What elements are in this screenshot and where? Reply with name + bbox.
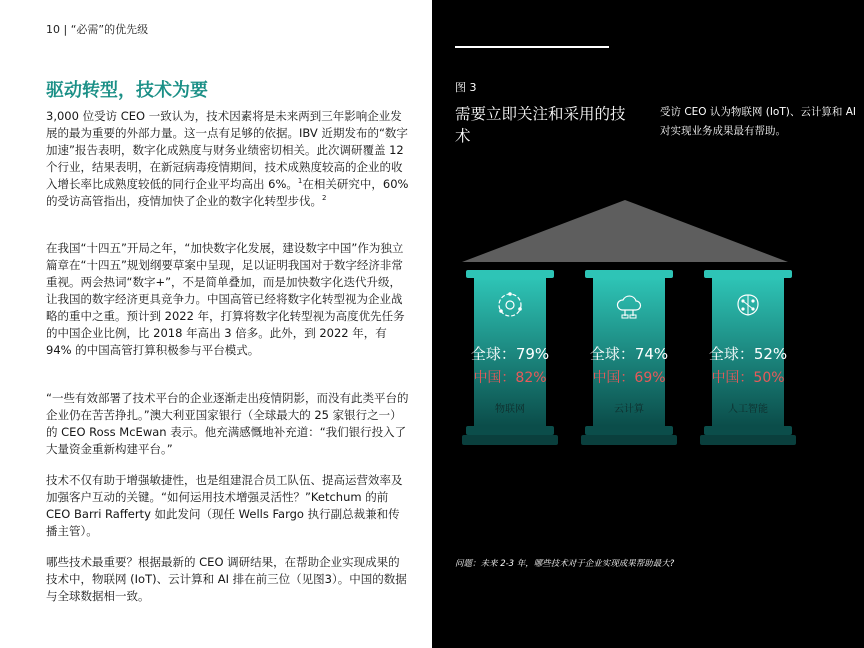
iot-icon [495, 290, 525, 320]
paragraph-3: “一些有效部署了技术平台的企业逐渐走出疫情阴影，而没有此类平台的企业仍在苦苦挣扎。”澳大利亚国家银行（全球最大的 25 家银行之一）的 CEO Ross McEwan 表示。他充满感慨地补充道：“我们银行投入了大量资金重新构建平台。” [46, 391, 409, 456]
iot-label: 物联网 [495, 404, 525, 415]
iot-china-stat: 中国：82% [473, 370, 547, 386]
figure-title: 需要立即关注和采用的技术 [455, 105, 626, 145]
paragraph-4: 技术不仅有助于增强敏捷性，也是组建混合员工队伍、提高运营效率及加强客户互动的关键。“如何运用技术增强灵活性？”Ketchum 的前 CEO Barri Rafferty 如此发问（现任 Wells Fargo 执行副总裁兼和传播主管）。 [46, 473, 403, 538]
paragraph-1-text: 3,000 位受访 CEO 一致认为，技术因素将是未来两到三年影响企业发展的最为重要的外部力量。这一点有足够的依据。IBV 近期发布的“数字加速”报告表明，数字化成熟度与财务业绩密切相关。此次调研覆盖 12 个行业，结果表明，在新冠病毒疫情期间，技术成熟度较高的企业的收入增长率比成熟度较低的同行企业平均高出 6%。 [46, 109, 408, 191]
cloud-china-stat: 中国：69% [592, 370, 666, 386]
ai-global-stat: 全球：52% [708, 345, 788, 363]
paragraph-1 [46, 108, 410, 210]
cloud-global-stat: 全球：74% [589, 345, 669, 363]
figure-label: 图 3 [455, 81, 477, 94]
page-header: 10 | “必需”的优先级 [46, 23, 149, 36]
cloud-label: 云计算 [614, 404, 644, 415]
roof [462, 200, 788, 262]
cloud-icon [614, 290, 644, 320]
iot-global-stat: 全球：79% [470, 345, 550, 363]
footnote-2-marker[interactable]: 2 [322, 194, 327, 203]
ai-label: 人工智能 [728, 404, 768, 415]
footnote-1-marker[interactable]: 1 [297, 177, 303, 186]
article-headline: 驱动转型，技术为要 [46, 80, 208, 101]
paragraph-5: 哪些技术最重要？根据最新的 CEO 调研结果，在帮助企业实现成果的技术中，物联网 (IoT)、云计算和 AI 排在前三位（见图3）。中国的数据与全球数据相一致。 [46, 555, 407, 603]
ai-brain-icon [733, 290, 763, 320]
figure-description: 受访 CEO 认为物联网 (IoT)、云计算和 AI 对实现业务成果最有帮助。 [660, 106, 856, 137]
paragraph-1-tail: 在相关研究中，60% 的受访高管指出，疫情加快了企业的数字化转型步伐。 [46, 177, 409, 208]
survey-question: 问题：未来 2-3 年，哪些技术对于企业实现成果帮助最大? [455, 559, 675, 569]
figure-panel [432, 0, 864, 648]
paragraph-2: 在我国“十四五”开局之年，“加快数字化发展，建设数字中国”作为独立篇章在“十四五”规划纲要草案中呈现，足以证明我国对于数字经济非常重视。两会热词“数字+”，不是简单叠加，而是加快数字化迭代升级，让我国的数字经济更具竞争力。中国高管已经将数字化转型视为企业战略的重中之重。预计到 2022 年，打算将数字化转型视为高度优先任务的中国企业比例，比 2018 年高出 3 倍多。此外，到 2022 年，有 94% 的中国高管打算积极参与平台模式。 [46, 241, 405, 357]
pillar-building-graphic [432, 0, 864, 648]
ai-china-stat: 中国：50% [711, 370, 785, 386]
